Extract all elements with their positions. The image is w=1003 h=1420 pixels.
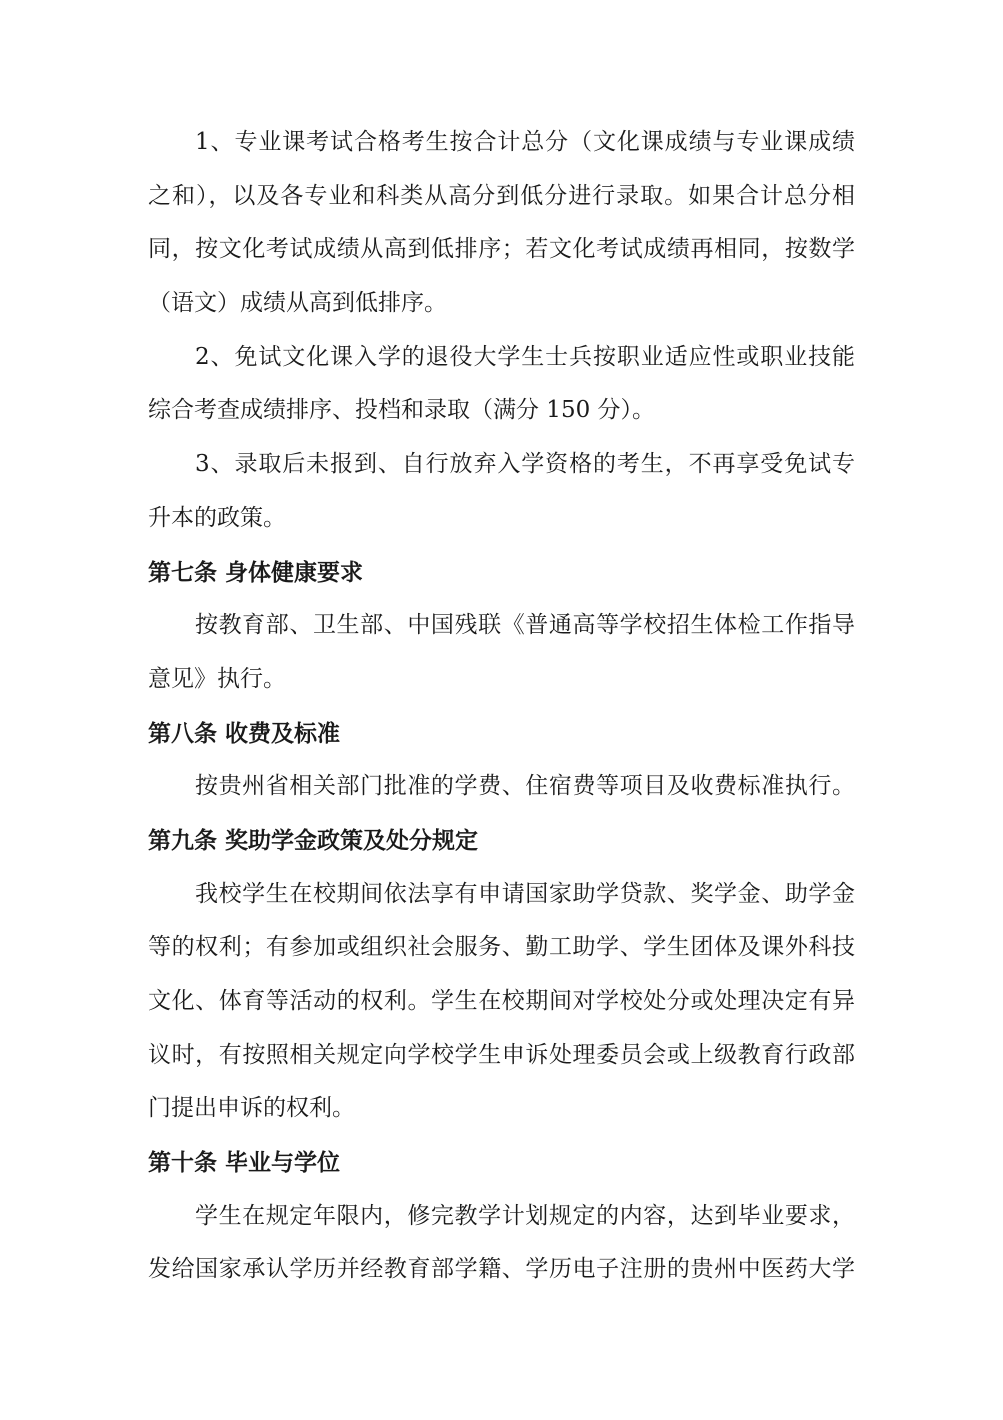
section-heading — [148, 1136, 855, 1190]
text-line: 升本的政策。 — [148, 504, 286, 531]
text-line: 学生在规定年限内，修完教学计划规定的内容，达到毕业要求， — [195, 1202, 855, 1229]
text-line: 我校学生在校期间依法享有申请国家助学贷款、奖学金、助学金 — [195, 880, 855, 907]
heading-text: 第九条 奖助学金政策及处分规定 — [148, 826, 479, 854]
text-line: 按贵州省相关部门批准的学费、住宿费等项目及收费标准执行。 — [195, 773, 855, 800]
section-heading — [148, 546, 855, 600]
text-line: 同，按文化考试成绩从高到低排序；若文化考试成绩再相同，按数学 — [148, 236, 855, 263]
text-line: 议时，有按照相关规定向学校学生申诉处理委员会或上级教育行政部 — [148, 1041, 855, 1068]
text-line: 1、专业课考试合格考生按合计总分（文化课成绩与专业课成绩 — [195, 129, 855, 155]
section-heading — [148, 814, 855, 868]
paragraph — [148, 116, 855, 331]
text-line: 等的权利；有参加或组织社会服务、勤工助学、学生团体及课外科技 — [148, 934, 855, 961]
text-line: 门提出申诉的权利。 — [148, 1095, 355, 1122]
text-line: 3、录取后未报到、自行放弃入学资格的考生，不再享受免试专 — [195, 451, 855, 478]
text-line: 按教育部、卫生部、中国残联《普通高等学校招生体检工作指导 — [195, 612, 855, 639]
paragraph — [148, 438, 855, 545]
text-line: 发给国家承认学历并经教育部学籍、学历电子注册的贵州中医药大学 — [148, 1256, 855, 1283]
text-line: 文化、体育等活动的权利。学生在校期间对学校处分或处理决定有异 — [148, 988, 855, 1014]
heading-text: 第十条 毕业与学位 — [148, 1149, 341, 1177]
paragraph — [148, 331, 855, 438]
document-body — [148, 116, 855, 1297]
paragraph — [148, 868, 855, 1136]
paragraph — [148, 599, 855, 706]
text-line: （语文）成绩从高到低排序。 — [148, 290, 447, 317]
text-line: 意见》执行。 — [148, 665, 286, 692]
text-line: 之和），以及各专业和科类从高分到低分进行录取。如果合计总分相 — [148, 182, 855, 209]
heading-text: 第七条 身体健康要求 — [148, 558, 364, 586]
text-line: 2、免试文化课入学的退役大学生士兵按职业适应性或职业技能 — [195, 343, 855, 370]
heading-text: 第八条 收费及标准 — [148, 719, 341, 747]
paragraph — [148, 760, 855, 814]
text-line: 综合考查成绩排序、投档和录取（满分 150 分）。 — [148, 397, 656, 424]
paragraph — [148, 1190, 855, 1297]
section-heading — [148, 707, 855, 761]
